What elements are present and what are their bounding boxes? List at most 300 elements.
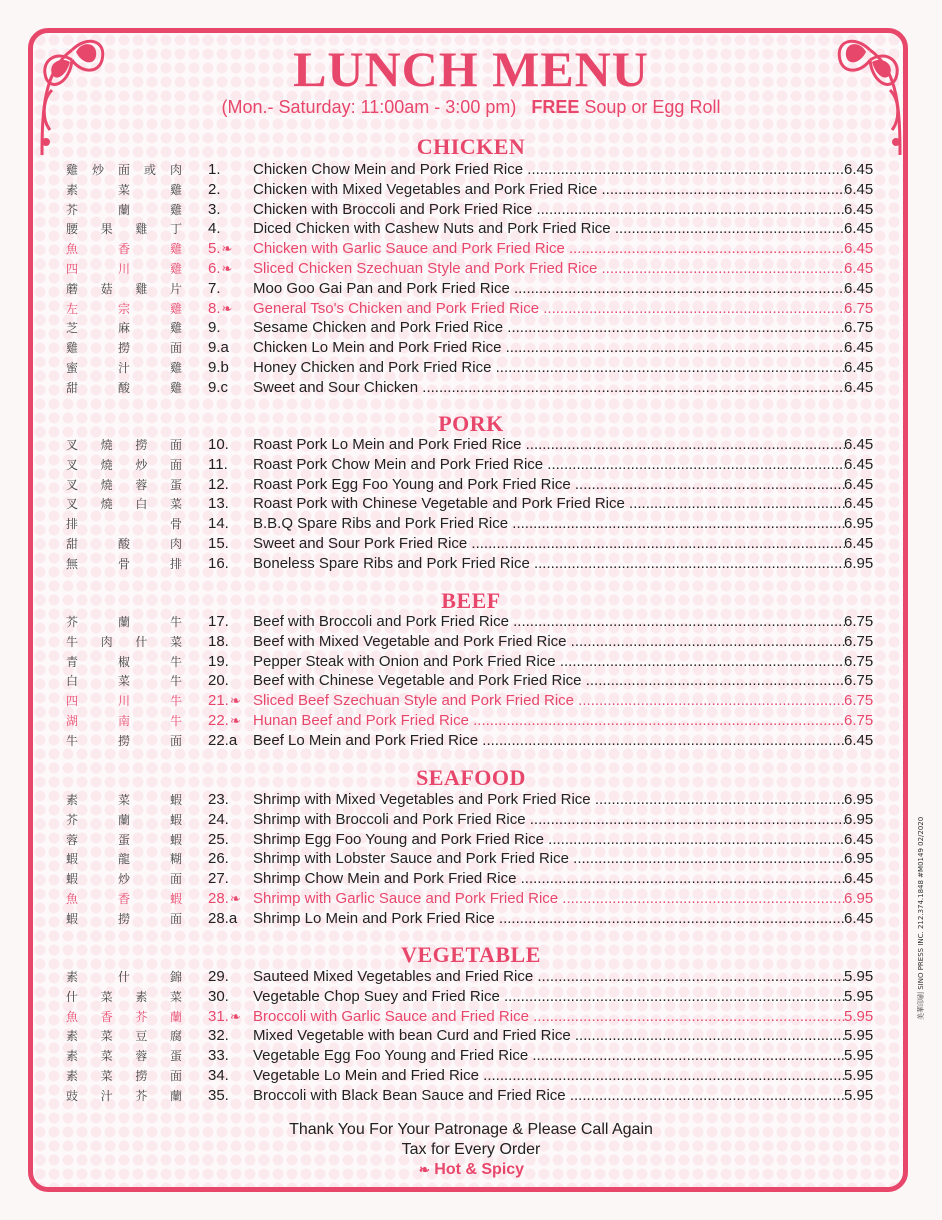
menu-item xyxy=(0,1046,942,1066)
chinese-char: 菜 xyxy=(117,793,130,807)
chinese-char: 雞 xyxy=(66,341,79,356)
chinese-char: 菜 xyxy=(100,1049,113,1064)
item-price: 6.95 xyxy=(844,515,874,533)
chinese-char: 素 xyxy=(66,793,79,807)
item-number-text: 15. xyxy=(208,535,229,552)
thanks-text: Thank You For Your Patronage & Please Call Again xyxy=(289,1121,653,1138)
item-number xyxy=(208,259,258,279)
item-number xyxy=(208,1026,258,1046)
chinese-name xyxy=(66,987,182,1007)
item-number xyxy=(208,830,258,850)
item-number-text: 9. xyxy=(208,319,221,337)
item-price: 6.95 xyxy=(844,810,874,828)
chinese-char: 汁 xyxy=(117,361,130,375)
chinese-char: 香 xyxy=(117,892,130,906)
item-number-text: 35. xyxy=(208,1086,229,1104)
item-name: Sliced Chicken Szechuan Style and Pork Fried Rice ..... xyxy=(253,259,845,279)
menu-item xyxy=(0,219,942,239)
item-number xyxy=(208,1086,258,1106)
pepper-icon: ❧ xyxy=(221,261,233,276)
pepper-icon: ❧ xyxy=(221,241,233,257)
chinese-name xyxy=(66,259,182,279)
chinese-char: 雞 xyxy=(169,361,182,375)
chinese-char: 腐 xyxy=(169,1029,182,1044)
item-price: 6.45 xyxy=(844,161,874,178)
item-price: 6.45 xyxy=(844,436,874,453)
item-price: 6.45 xyxy=(844,240,874,258)
chinese-char: 素 xyxy=(66,970,79,984)
item-name: Vegetable Chop Suey and Fried Rice ..... xyxy=(253,987,845,1007)
item-number-text: 11. xyxy=(208,455,228,473)
chinese-char: 什 xyxy=(66,989,79,1004)
chinese-char: 四 xyxy=(66,262,79,276)
footer xyxy=(0,1120,942,1180)
item-number xyxy=(208,279,258,299)
chinese-char: 白 xyxy=(135,497,148,512)
item-number-text: 30. xyxy=(208,987,229,1005)
item-number-text: 1. xyxy=(208,161,221,178)
chinese-char: 蝦 xyxy=(66,911,79,926)
item-price: 6.45 xyxy=(844,279,874,297)
chinese-name xyxy=(66,475,182,495)
item-price: 5.95 xyxy=(844,1007,874,1025)
chinese-char: 菜 xyxy=(100,1029,113,1044)
chinese-char: 叉 xyxy=(66,477,79,492)
chinese-char: 酸 xyxy=(117,380,130,395)
chinese-char: 宗 xyxy=(117,301,130,316)
item-price: 6.45 xyxy=(844,830,874,848)
item-name: Shrimp with Garlic Sauce and Pork Fried Rice ..... xyxy=(253,889,845,909)
section-title: VEGETABLE xyxy=(401,942,541,967)
menu-item xyxy=(0,338,942,358)
pepper-icon: ❧ xyxy=(229,713,241,728)
menu-item xyxy=(0,612,942,632)
chinese-char: 龍 xyxy=(117,852,130,867)
chinese-char: 叉 xyxy=(66,457,79,472)
item-price: 6.45 xyxy=(844,378,874,396)
chinese-char: 芥 xyxy=(66,615,79,629)
item-name: Broccoli with Black Bean Sauce and Fried Rice ..... xyxy=(253,1086,845,1106)
chinese-char: 腰 xyxy=(66,222,79,237)
item-number xyxy=(208,731,258,751)
chinese-char: 撈 xyxy=(117,341,130,356)
chinese-char: 雞 xyxy=(169,262,182,276)
chinese-char: 面 xyxy=(169,1069,182,1083)
item-number-text: 12. xyxy=(208,475,229,493)
item-name: Chicken with Broccoli and Pork Fried Rice ..... xyxy=(253,200,845,220)
chinese-char: 菜 xyxy=(100,989,113,1004)
chinese-name xyxy=(66,869,182,889)
chinese-name xyxy=(66,632,182,652)
item-number-text: 14. xyxy=(208,515,229,533)
chinese-char: 菜 xyxy=(169,634,182,649)
item-number-text: 32. xyxy=(208,1027,229,1045)
item-number xyxy=(208,612,258,632)
item-price: 6.45 xyxy=(844,220,874,238)
chinese-char: 炒 xyxy=(91,163,104,177)
item-name: Hunan Beef and Pork Fried Rice ..... xyxy=(253,711,845,731)
item-number-text: 26. xyxy=(208,850,229,868)
item-number-text: 9.c xyxy=(208,378,229,396)
chinese-char: 蘭 xyxy=(117,812,130,827)
chinese-name xyxy=(66,435,182,455)
item-number xyxy=(208,889,258,909)
chinese-char: 素 xyxy=(66,1069,79,1083)
menu-item xyxy=(0,160,942,180)
chinese-char: 雞 xyxy=(169,380,182,395)
item-number-text: 13. xyxy=(208,495,229,513)
chinese-char: 麻 xyxy=(117,321,130,336)
item-name: Sliced Beef Szechuan Style and Pork Fried Rice ..... xyxy=(253,691,845,711)
menu-item xyxy=(0,318,942,338)
item-name: Sweet and Sour Pork Fried Rice ..... xyxy=(253,534,845,554)
item-number-text: 28. xyxy=(208,890,229,907)
chinese-char: 燒 xyxy=(100,497,113,512)
chinese-char: 雞 xyxy=(135,222,148,237)
menu-item xyxy=(0,1026,942,1046)
item-number-text: 28.a xyxy=(208,909,238,927)
item-name: Sesame Chicken and Pork Fried Rice ..... xyxy=(253,318,845,338)
chinese-name xyxy=(66,534,182,554)
chinese-char: 牛 xyxy=(169,615,182,629)
chinese-char: 川 xyxy=(117,262,130,276)
item-number xyxy=(208,810,258,830)
item-number xyxy=(208,180,258,200)
chinese-char: 蝦 xyxy=(169,892,182,906)
chinese-char: 或 xyxy=(143,163,156,177)
chinese-char: 酸 xyxy=(117,537,130,551)
menu-item xyxy=(0,671,942,691)
item-price: 6.95 xyxy=(844,850,874,868)
chinese-name xyxy=(66,279,182,299)
menu-item xyxy=(0,200,942,220)
chinese-name xyxy=(66,889,182,909)
tax-text: Tax for Every Order xyxy=(401,1141,541,1158)
item-name: Chicken with Garlic Sauce and Pork Fried Rice ..... xyxy=(253,239,845,259)
chinese-char: 牛 xyxy=(169,714,182,728)
chinese-char: 汁 xyxy=(100,1088,113,1103)
item-number xyxy=(208,711,258,731)
pepper-icon: ❧ xyxy=(221,300,233,316)
menu-item xyxy=(0,239,942,259)
item-name: Roast Pork with Chinese Vegetable and Pork Fried Rice ..... xyxy=(253,494,845,514)
hours-line xyxy=(0,97,942,118)
section-title: BEEF xyxy=(441,588,501,613)
item-number-text: 5. xyxy=(208,240,221,258)
chinese-char: 左 xyxy=(66,301,79,316)
item-number-text: 20. xyxy=(208,672,229,690)
chinese-name xyxy=(66,494,182,514)
chinese-char: 骨 xyxy=(117,556,130,571)
chinese-name xyxy=(66,830,182,850)
printer-credit: 美華印刷 SINO PRESS INC. 212.374.1848 #M0149 02/2020 xyxy=(917,816,925,1020)
chinese-name xyxy=(66,1046,182,1066)
chinese-char: 肉 xyxy=(169,163,182,177)
chinese-char: 菜 xyxy=(100,1069,113,1083)
chinese-char: 魚 xyxy=(66,892,79,906)
menu-item xyxy=(0,180,942,200)
item-name: Shrimp with Broccoli and Pork Fried Rice ..... xyxy=(253,810,845,830)
item-name: Shrimp with Mixed Vegetables and Pork Fried Rice ..... xyxy=(253,790,845,810)
item-price: 5.95 xyxy=(844,1067,874,1084)
chinese-char: 豆 xyxy=(135,1029,148,1044)
chinese-char: 肉 xyxy=(100,634,113,649)
menu-item xyxy=(0,691,942,711)
chinese-char: 芥 xyxy=(66,812,79,827)
item-price: 5.95 xyxy=(844,1027,874,1045)
item-number-text: 24. xyxy=(208,810,229,828)
item-price: 6.45 xyxy=(844,180,874,198)
menu-item xyxy=(0,259,942,279)
item-name: Pepper Steak with Onion and Pork Fried Rice ..... xyxy=(253,652,845,672)
chinese-name xyxy=(66,691,182,711)
section-title: PORK xyxy=(438,411,504,436)
chinese-char: 蝦 xyxy=(169,793,182,807)
chinese-char: 炒 xyxy=(117,872,130,887)
chinese-char: 什 xyxy=(117,970,130,984)
item-name: Vegetable Egg Foo Young and Fried Rice ..... xyxy=(253,1046,845,1066)
item-price: 6.95 xyxy=(844,791,874,808)
menu-item xyxy=(0,1007,942,1027)
chinese-char: 錦 xyxy=(169,970,182,984)
item-price: 6.75 xyxy=(844,672,874,690)
item-price: 6.45 xyxy=(844,495,874,513)
item-number-text: 25. xyxy=(208,830,229,848)
hot-spicy-label: Hot & Spicy xyxy=(434,1161,525,1178)
item-price: 6.45 xyxy=(844,909,874,927)
item-name: B.B.Q Spare Ribs and Pork Fried Rice ..... xyxy=(253,514,845,534)
chinese-name xyxy=(66,200,182,220)
chinese-char: 撈 xyxy=(135,438,148,452)
item-price: 6.45 xyxy=(844,359,874,376)
free-offer: Soup or Egg Roll xyxy=(584,97,721,117)
chinese-name xyxy=(66,810,182,830)
chinese-char: 芥 xyxy=(135,1009,148,1024)
chinese-name xyxy=(66,299,182,319)
hours-days: (Mon.- Saturday: 11:00am - 3:00 pm) xyxy=(221,97,517,117)
chinese-char: 面 xyxy=(169,438,182,452)
item-number xyxy=(208,869,258,889)
item-number xyxy=(208,534,258,554)
chinese-char: 菜 xyxy=(117,674,130,689)
chinese-char: 白 xyxy=(66,674,79,689)
item-price: 5.95 xyxy=(844,1086,874,1104)
chinese-char: 丁 xyxy=(169,222,182,237)
item-number-text: 16. xyxy=(208,554,229,572)
item-name: Chicken Chow Mein and Pork Fried Rice ..... xyxy=(253,160,845,180)
item-name: Shrimp with Lobster Sauce and Pork Fried Rice ..... xyxy=(253,849,845,869)
item-number xyxy=(208,358,258,378)
menu-item xyxy=(0,554,942,574)
menu-item xyxy=(0,652,942,672)
menu-item xyxy=(0,909,942,929)
chinese-char: 雞 xyxy=(169,321,182,336)
item-number-text: 29. xyxy=(208,968,229,985)
chinese-char: 豉 xyxy=(66,1088,79,1103)
chinese-char: 叉 xyxy=(66,438,79,452)
item-number xyxy=(208,909,258,929)
chinese-name xyxy=(66,554,182,574)
item-number xyxy=(208,652,258,672)
item-number xyxy=(208,219,258,239)
item-number xyxy=(208,160,258,180)
chinese-char: 芥 xyxy=(66,202,79,217)
item-number xyxy=(208,987,258,1007)
chinese-char: 素 xyxy=(66,1049,79,1064)
item-number-text: 18. xyxy=(208,632,229,650)
item-price: 6.45 xyxy=(844,870,874,888)
chinese-char: 叉 xyxy=(66,497,79,512)
item-number-text: 4. xyxy=(208,220,221,238)
item-number xyxy=(208,338,258,358)
chinese-name xyxy=(66,711,182,731)
chinese-char: 面 xyxy=(169,872,182,887)
chinese-char: 燒 xyxy=(100,438,113,452)
item-name: Boneless Spare Ribs and Pork Fried Rice ..... xyxy=(253,554,845,574)
chinese-char: 蓉 xyxy=(135,477,148,492)
item-name: Shrimp Egg Foo Young and Pork Fried Rice ..... xyxy=(253,830,845,850)
item-name: Vegetable Lo Mein and Fried Rice ..... xyxy=(253,1066,845,1086)
chinese-char: 面 xyxy=(169,341,182,356)
chinese-name xyxy=(66,909,182,929)
item-name: Mixed Vegetable with bean Curd and Fried Rice ..... xyxy=(253,1026,845,1046)
item-number-text: 31. xyxy=(208,1007,229,1025)
chinese-name xyxy=(66,160,182,180)
item-number-text: 7. xyxy=(208,279,221,297)
item-name: Roast Pork Egg Foo Young and Pork Fried Rice ..... xyxy=(253,475,845,495)
pepper-icon: ❧ xyxy=(229,891,241,906)
chinese-char: 蛋 xyxy=(169,1049,182,1064)
chinese-name xyxy=(66,1007,182,1027)
menu-item xyxy=(0,790,942,810)
item-name: Honey Chicken and Pork Fried Rice ..... xyxy=(253,358,845,378)
chinese-char: 雞 xyxy=(169,242,182,257)
chinese-char: 牛 xyxy=(66,634,79,649)
item-price: 6.45 xyxy=(844,535,874,552)
chinese-char: 雞 xyxy=(169,182,182,197)
chinese-char: 甜 xyxy=(66,537,79,551)
chinese-char: 骨 xyxy=(169,517,182,532)
menu-item xyxy=(0,830,942,850)
chinese-name xyxy=(66,318,182,338)
item-number-text: 17. xyxy=(208,613,229,630)
chinese-char: 面 xyxy=(169,911,182,926)
item-name: Beef with Broccoli and Pork Fried Rice ..... xyxy=(253,612,845,632)
menu-item xyxy=(0,494,942,514)
chinese-char: 香 xyxy=(117,242,130,257)
menu-item xyxy=(0,731,942,751)
item-price: 6.75 xyxy=(844,652,874,670)
chinese-char: 蛋 xyxy=(117,832,130,847)
item-name: Shrimp Chow Mein and Pork Fried Rice ..... xyxy=(253,869,845,889)
chinese-char: 蛋 xyxy=(169,477,182,492)
chinese-name xyxy=(66,652,182,672)
chinese-char: 無 xyxy=(66,556,79,571)
chinese-name xyxy=(66,1026,182,1046)
item-name: Shrimp Lo Mein and Pork Fried Rice ..... xyxy=(253,909,845,929)
chinese-char: 撈 xyxy=(117,733,130,748)
chinese-name xyxy=(66,1066,182,1086)
chinese-char: 菜 xyxy=(117,182,130,197)
item-name: Beef with Mixed Vegetable and Pork Fried Rice ..... xyxy=(253,632,845,652)
item-name: Beef Lo Mein and Pork Fried Rice ..... xyxy=(253,731,845,751)
chinese-name xyxy=(66,790,182,810)
item-number-text: 22.a xyxy=(208,731,238,749)
item-number-text: 19. xyxy=(208,652,229,670)
menu-item xyxy=(0,987,942,1007)
menu-item xyxy=(0,475,942,495)
item-number-text: 9.b xyxy=(208,359,229,376)
chinese-char: 牛 xyxy=(66,733,79,748)
item-price: 6.95 xyxy=(844,554,874,572)
item-name: General Tso's Chicken and Pork Fried Rice ..... xyxy=(253,299,845,319)
chinese-name xyxy=(66,338,182,358)
menu-item xyxy=(0,889,942,909)
item-price: 6.75 xyxy=(844,692,874,710)
chinese-name xyxy=(66,967,182,987)
item-number xyxy=(208,691,258,711)
item-number-text: 21. xyxy=(208,692,229,710)
menu-item xyxy=(0,514,942,534)
menu-item xyxy=(0,299,942,319)
pepper-icon: ❧ xyxy=(229,1008,241,1024)
chinese-char: 炒 xyxy=(135,457,148,472)
menu-item xyxy=(0,534,942,554)
chinese-char: 燒 xyxy=(100,457,113,472)
chinese-char: 蝦 xyxy=(169,812,182,827)
item-number xyxy=(208,475,258,495)
chinese-char: 排 xyxy=(66,517,79,532)
chinese-char: 雞 xyxy=(169,301,182,316)
menu-item xyxy=(0,849,942,869)
chinese-name xyxy=(66,671,182,691)
chinese-char: 素 xyxy=(66,182,79,197)
item-name: Sauteed Mixed Vegetables and Fried Rice ..... xyxy=(253,967,845,987)
chinese-char: 川 xyxy=(117,694,130,709)
item-price: 5.95 xyxy=(844,987,874,1005)
item-name: Broccoli with Garlic Sauce and Fried Rice ..... xyxy=(253,1007,845,1027)
chinese-char: 甜 xyxy=(66,380,79,395)
item-number xyxy=(208,790,258,810)
item-number-text: 3. xyxy=(208,200,221,218)
menu-item xyxy=(0,378,942,398)
chinese-char: 四 xyxy=(66,694,79,709)
chinese-char: 雞 xyxy=(135,281,148,296)
chinese-char: 燒 xyxy=(100,477,113,492)
chinese-char: 椒 xyxy=(117,654,130,669)
item-number xyxy=(208,435,258,455)
pepper-icon: ❧ xyxy=(229,693,241,709)
chinese-name xyxy=(66,731,182,751)
item-number xyxy=(208,967,258,987)
item-price: 6.45 xyxy=(844,339,874,357)
item-name: Roast Pork Chow Mein and Pork Fried Rice ..... xyxy=(253,455,845,475)
menu-item xyxy=(0,279,942,299)
menu-item xyxy=(0,810,942,830)
item-price: 6.45 xyxy=(844,200,874,218)
chinese-char: 香 xyxy=(100,1009,113,1024)
item-name: Roast Pork Lo Mein and Pork Fried Rice ..... xyxy=(253,435,845,455)
item-price: 6.75 xyxy=(844,299,874,317)
chinese-char: 蝦 xyxy=(66,872,79,887)
chinese-char: 蓉 xyxy=(66,832,79,847)
menu-item xyxy=(0,435,942,455)
chinese-char: 牛 xyxy=(169,674,182,689)
item-number xyxy=(208,378,258,398)
item-price: 6.75 xyxy=(844,712,874,729)
chinese-char: 排 xyxy=(169,556,182,571)
chinese-char: 菇 xyxy=(100,281,113,296)
